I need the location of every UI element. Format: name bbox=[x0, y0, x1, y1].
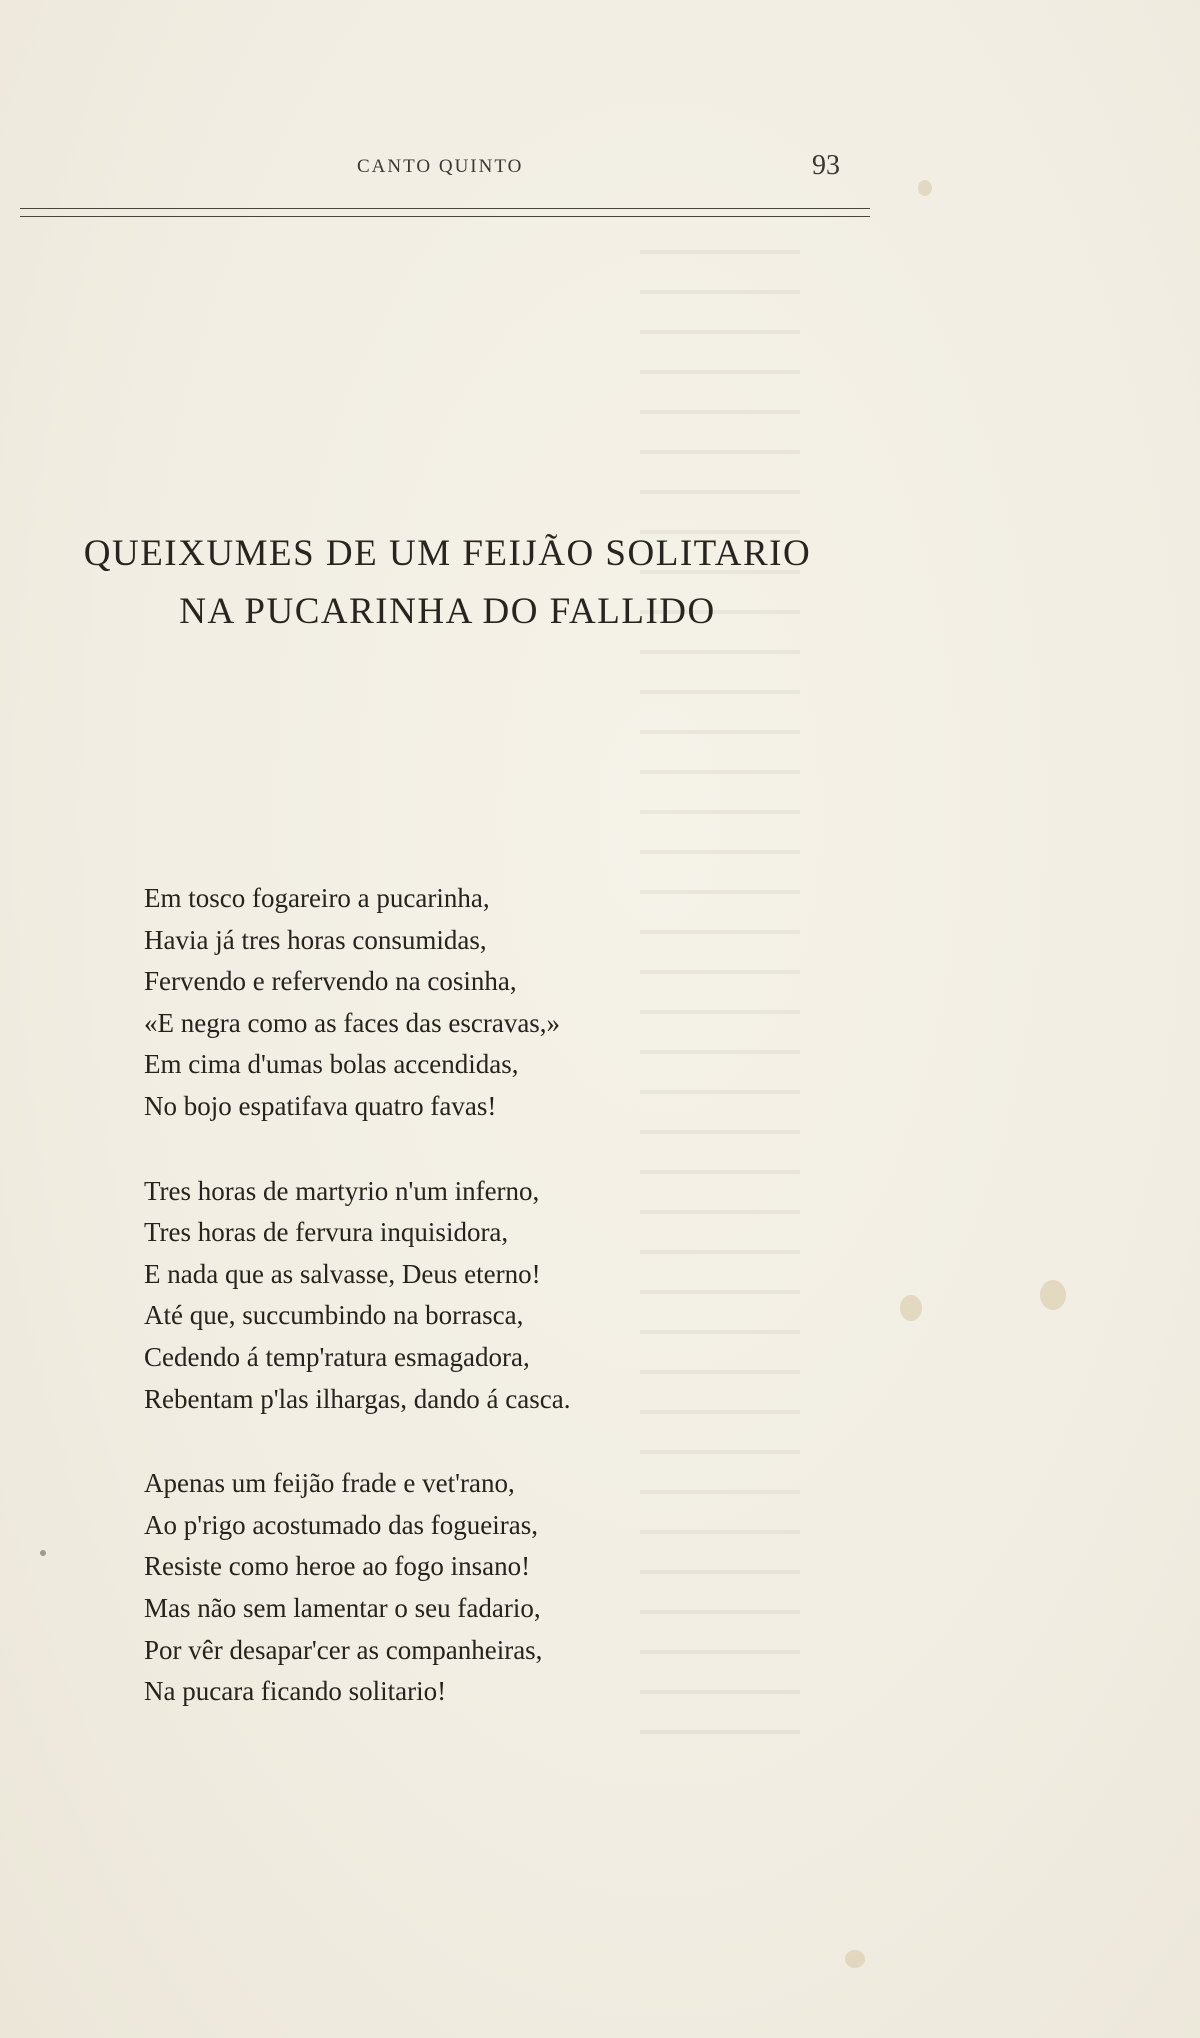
verse-line: E nada que as salvasse, Deus eterno! bbox=[144, 1258, 541, 1289]
running-title: CANTO QUINTO bbox=[357, 156, 524, 177]
verse-line: Por vêr desapar'cer as companheiras, bbox=[144, 1634, 543, 1665]
stanza-1 bbox=[144, 878, 744, 1128]
stanza-3 bbox=[144, 1463, 744, 1713]
verse-line: Tres horas de fervura inquisidora, bbox=[144, 1217, 509, 1248]
verse-line: Rebentam p'las ilhargas, dando á casca. bbox=[144, 1383, 571, 1414]
verse-line: Ao p'rigo acostumado das fogueiras, bbox=[144, 1509, 539, 1540]
verse-line: Resiste como heroe ao fogo insano! bbox=[144, 1551, 531, 1582]
verse-line: No bojo espatifava quatro favas! bbox=[144, 1090, 497, 1121]
stanza-2 bbox=[144, 1171, 744, 1421]
paper-stain bbox=[918, 180, 932, 196]
poem-title bbox=[0, 525, 895, 641]
title-line-1: QUEIXUMES DE UM FEIJÃO SOLITARIO bbox=[83, 533, 812, 574]
verse-line: Na pucara ficando solitario! bbox=[144, 1676, 447, 1707]
paper-stain bbox=[1040, 1280, 1066, 1310]
verse-line: Até que, succumbindo na borrasca, bbox=[144, 1300, 524, 1331]
paper-stain bbox=[845, 1950, 865, 1968]
poem-body bbox=[144, 878, 744, 1756]
verse-line: Em cima d'umas bolas accendidas, bbox=[144, 1049, 519, 1080]
verse-line: «E negra como as faces das escravas,» bbox=[144, 1007, 561, 1038]
title-line-2: NA PUCARINHA DO FALLIDO bbox=[179, 591, 716, 632]
page-number: 93 bbox=[812, 150, 840, 181]
verse-line: Tres horas de martyrio n'um inferno, bbox=[144, 1175, 540, 1206]
verse-line: Em tosco fogareiro a pucarinha, bbox=[144, 883, 490, 913]
paper-stain bbox=[40, 1550, 46, 1556]
paper-stain bbox=[900, 1295, 922, 1321]
verse-line: Cedendo á temp'ratura esmagadora, bbox=[144, 1341, 530, 1372]
running-head bbox=[0, 150, 1200, 190]
verse-line: Mas não sem lamentar o seu fadario, bbox=[144, 1592, 541, 1623]
verse-line: Apenas um feijão frade e vet'rano, bbox=[144, 1468, 515, 1499]
header-rule bbox=[20, 208, 870, 217]
verse-line: Fervendo e refervendo na cosinha, bbox=[144, 966, 517, 997]
verse-line: Havia já tres horas consumidas, bbox=[144, 924, 487, 955]
